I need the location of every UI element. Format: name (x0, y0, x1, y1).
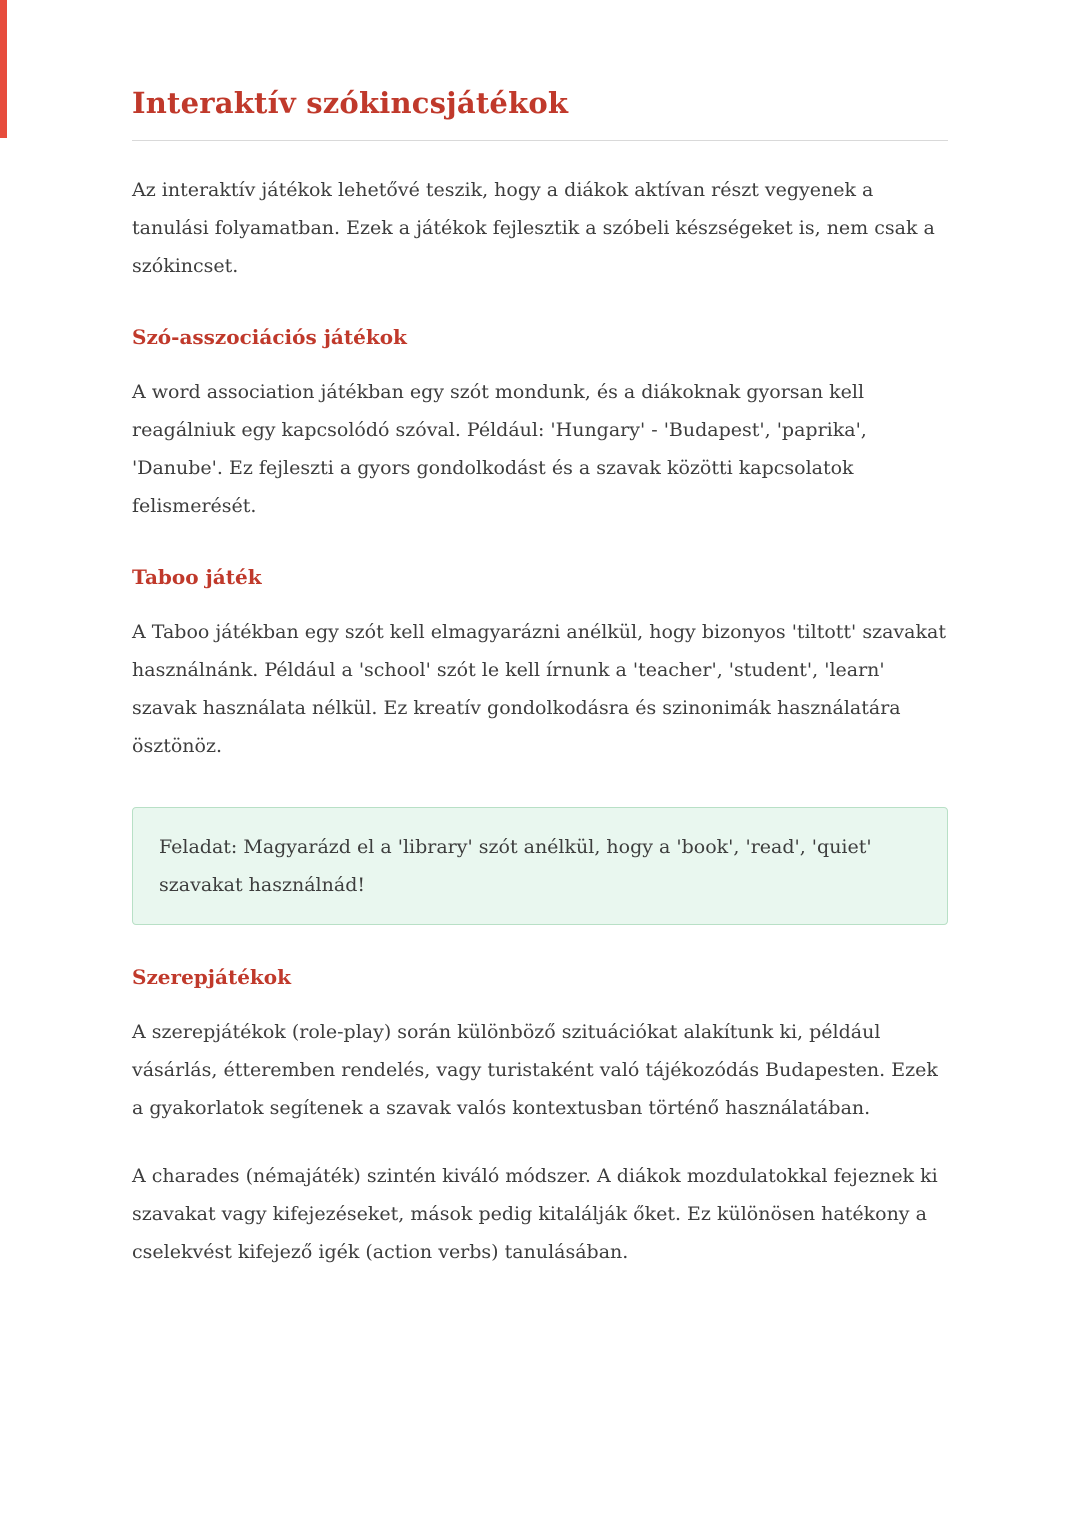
task-callout-box (132, 807, 948, 925)
intro-paragraph: Az interaktív játékok lehetővé teszik, hogy a diákok aktívan részt vegyenek a tanulási folyamatban. Ezek a játékok fejlesztik a szóbeli készségeket is, nem csak a szókincset. (132, 179, 935, 277)
paragraph: A charades (némajáték) szintén kiváló módszer. A diákok mozdulatokkal fejeznek ki szavakat vagy kifejezéseket, mások pedig kitalálják őket. Ez különösen hatékony a cselekvést kifejező igék (action verbs) tanulásában. (132, 1165, 938, 1263)
callout-text: Feladat: Magyarázd el a 'library' szót anélkül, hogy a 'book', 'read', 'quiet' szavakat használnád! (159, 836, 872, 896)
paragraph: A word association játékban egy szót mondunk, és a diákoknak gyorsan kell reagálniuk egy kapcsolódó szóval. Például: 'Hungary' - 'Budapest', 'paprika', 'Danube'. Ez fejleszti a gyors gondolkodást és a szavak közötti kapcsolatok felismerését. (132, 381, 867, 517)
section-heading-taboo: Taboo játék (132, 565, 262, 589)
page-edge-accent (0, 0, 7, 138)
section-heading-word-association: Szó-asszociációs játékok (132, 325, 407, 349)
section-word-association (132, 325, 948, 525)
title-divider (132, 140, 948, 141)
paragraph: A Taboo játékban egy szót kell elmagyarázni anélkül, hogy bizonyos 'tiltott' szavakat használnánk. Például a 'school' szót le kell írnunk a 'teacher', 'student', 'learn' szavak használata nélkül. Ez kreatív gondolkodásra és szinonimák használatára ösztönöz. (132, 621, 946, 757)
paragraph: A szerepjátékok (role-play) során különböző szituációkat alakítunk ki, például vásárlás, étteremben rendelés, vagy turistaként való tájékozódás Budapesten. Ezek a gyakorlatok segítenek a szavak valós kontextusban történő használatában. (132, 1021, 938, 1119)
section-heading-role-play: Szerepjátékok (132, 965, 291, 989)
section-role-play (132, 965, 948, 1271)
section-taboo (132, 565, 948, 925)
document-content (132, 0, 948, 1271)
page-title: Interaktív szókincsjátékok (132, 86, 569, 120)
